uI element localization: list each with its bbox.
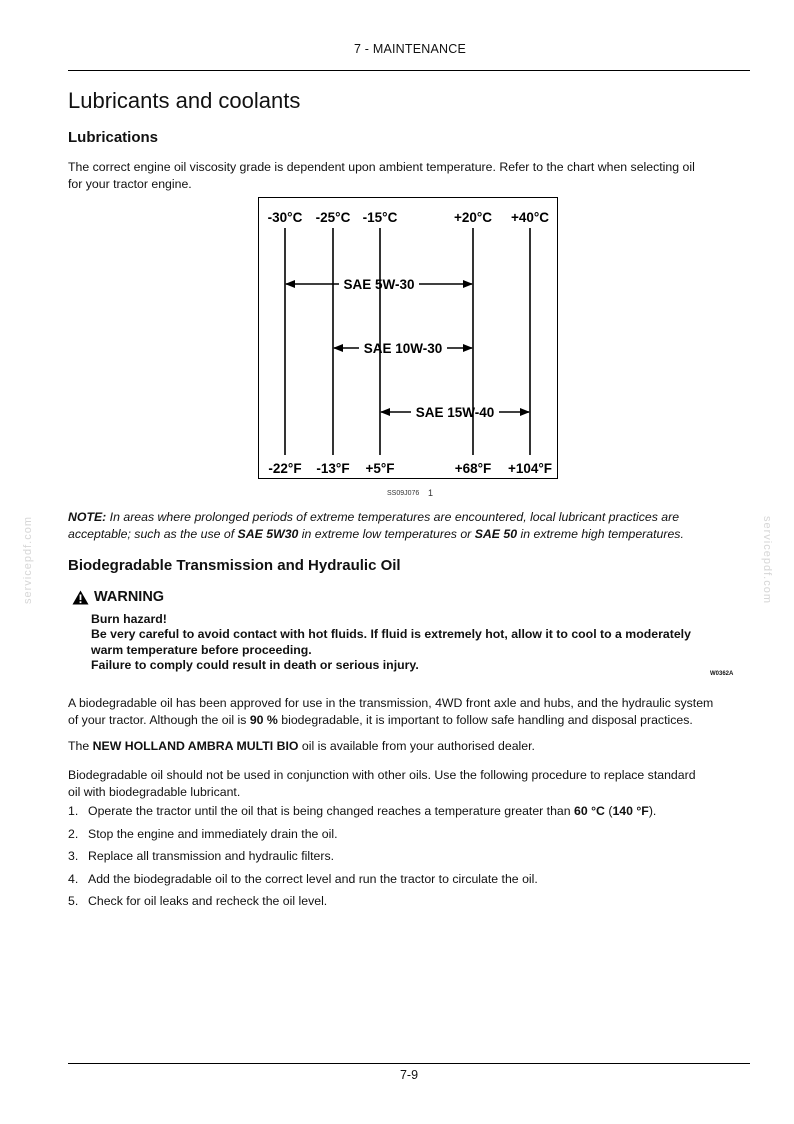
list-item bbox=[68, 872, 752, 895]
p3-line-2: oil with biodegradable lubricant. bbox=[68, 784, 241, 799]
viscosity-grade-label: SAE 10W-30 bbox=[363, 341, 443, 356]
bio-paragraph-1 bbox=[68, 695, 752, 728]
procedure-steps bbox=[68, 804, 752, 917]
viscosity-note bbox=[68, 509, 752, 542]
bio-heading: Biodegradable Transmission and Hydraulic Oil bbox=[68, 557, 401, 574]
step-number: 1. bbox=[68, 804, 79, 818]
list-item bbox=[68, 804, 752, 827]
watermark-right: servicepdf.com bbox=[761, 516, 773, 604]
step-number: 2. bbox=[68, 826, 79, 841]
chart-svg bbox=[259, 198, 559, 480]
step-text: Check for oil leaks and recheck the oil level. bbox=[88, 894, 328, 908]
celsius-tick-label: -15°C bbox=[362, 210, 398, 225]
note-label: NOTE: bbox=[68, 510, 107, 524]
figure-number: 1 bbox=[428, 488, 434, 498]
warning-code: W0362A bbox=[710, 671, 734, 677]
p2-brand: NEW HOLLAND AMBRA MULTI BIO bbox=[92, 739, 299, 753]
page-number: 7-9 bbox=[399, 1068, 419, 1082]
warning-line-2: Be very careful to avoid contact with hot fluids. If fluid is extremely hot, allow it to cool to a moderately bbox=[91, 627, 691, 642]
step-1-text-c: ). bbox=[648, 804, 657, 818]
warning-line-4: Failure to comply could result in death or serious injury. bbox=[91, 657, 419, 672]
bio-paragraph-2 bbox=[68, 738, 752, 755]
watermark-left: servicepdf.com bbox=[22, 516, 34, 604]
warning-icon bbox=[72, 590, 89, 605]
p2-text-a: The bbox=[68, 739, 93, 753]
celsius-tick-label: +40°C bbox=[510, 210, 550, 225]
lubrications-heading: Lubrications bbox=[68, 129, 159, 146]
oil-viscosity-chart bbox=[258, 197, 558, 479]
celsius-tick-label: -30°C bbox=[267, 210, 303, 225]
warning-title bbox=[72, 589, 164, 605]
note-line-2b: in extreme low temperatures or bbox=[298, 526, 475, 541]
step-1-text-a: Operate the tractor until the oil that is being changed reaches a temperature greater than bbox=[88, 804, 575, 818]
viscosity-grade-label: SAE 15W-40 bbox=[415, 405, 495, 420]
p1-percent: 90 % bbox=[249, 712, 278, 727]
note-line-2a: acceptable; such as the use of bbox=[68, 526, 238, 541]
note-line-2c: in extreme high temperatures. bbox=[517, 526, 684, 541]
footer-rule bbox=[68, 1063, 750, 1064]
p2-text-b: oil is available from your authorised dealer. bbox=[298, 739, 535, 753]
step-text: Add the biodegradable oil to the correct level and run the tractor to circulate the oil. bbox=[88, 871, 538, 886]
step-1-text-b: ( bbox=[604, 804, 613, 818]
p1-line-2b: biodegradable, it is important to follow safe handling and disposal practices. bbox=[277, 712, 693, 727]
fahrenheit-tick-label: -22°F bbox=[268, 461, 302, 476]
note-sae-low: SAE 5W30 bbox=[237, 526, 299, 541]
warning-line-1: Burn hazard! bbox=[91, 612, 167, 626]
step-number: 3. bbox=[68, 849, 79, 863]
list-item bbox=[68, 849, 752, 872]
fahrenheit-tick-label: -13°F bbox=[316, 461, 350, 476]
warning-title-text: WARNING bbox=[94, 589, 165, 605]
intro-line-2: for your tractor engine. bbox=[68, 176, 192, 191]
step-text: Replace all transmission and hydraulic filters. bbox=[88, 849, 335, 863]
fahrenheit-tick-label: +68°F bbox=[454, 461, 492, 476]
list-item bbox=[68, 827, 752, 850]
p1-line-2a: of your tractor. Although the oil is bbox=[68, 712, 250, 727]
p3-line-1: Biodegradable oil should not be used in conjunction with other oils. Use the following procedure to replace standard bbox=[68, 768, 696, 782]
p1-line-1: A biodegradable oil has been approved for use in the transmission, 4WD front axle and hubs, and the hydraulic system bbox=[68, 696, 714, 710]
fahrenheit-tick-label: +5°F bbox=[365, 461, 395, 476]
bio-paragraph-3 bbox=[68, 767, 752, 800]
celsius-tick-label: -25°C bbox=[315, 210, 351, 225]
step-number: 5. bbox=[68, 894, 79, 908]
header-rule bbox=[68, 70, 750, 71]
warning-body bbox=[91, 612, 741, 673]
celsius-tick-label: +20°C bbox=[453, 210, 493, 225]
figure-id: SS09J076 bbox=[387, 490, 420, 497]
page-title: Lubricants and coolants bbox=[68, 88, 301, 113]
fahrenheit-tick-label: +104°F bbox=[507, 461, 553, 476]
lubrications-intro bbox=[68, 159, 752, 192]
step-1-temp-f: 140 °F bbox=[612, 804, 649, 818]
step-number: 4. bbox=[68, 871, 79, 886]
step-text: Stop the engine and immediately drain the oil. bbox=[88, 826, 338, 841]
warning-line-3: warm temperature before proceeding. bbox=[91, 642, 312, 657]
step-1-temp-c: 60 °C bbox=[574, 804, 605, 818]
note-line-1: In areas where prolonged periods of extreme temperatures are encountered, local lubricant practices are bbox=[106, 510, 680, 524]
list-item bbox=[68, 894, 752, 917]
step-text bbox=[88, 804, 656, 827]
running-header: 7 - MAINTENANCE bbox=[353, 42, 467, 56]
intro-line-1: The correct engine oil viscosity grade is dependent upon ambient temperature. Refer to the chart when selecting oil bbox=[68, 160, 695, 174]
note-sae-high: SAE 50 bbox=[474, 526, 518, 541]
viscosity-grade-label: SAE 5W-30 bbox=[343, 277, 415, 292]
